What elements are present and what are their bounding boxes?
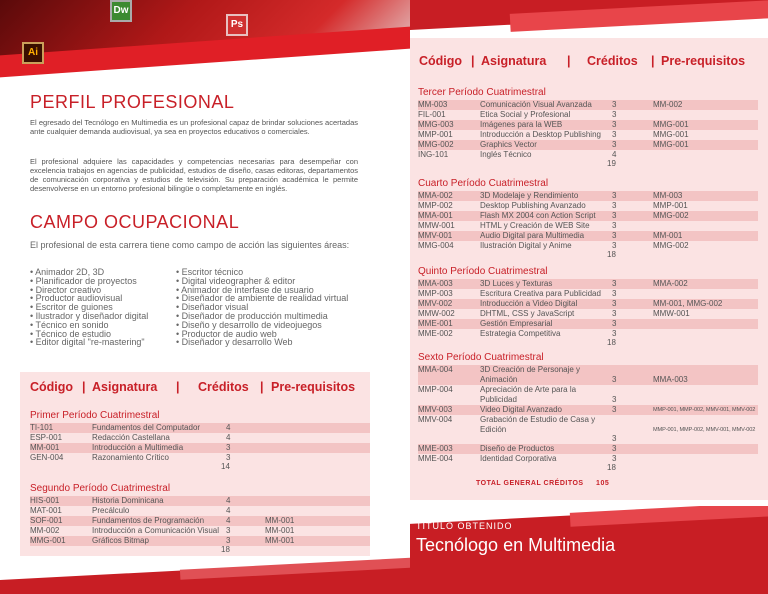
cell-code: MMA-004	[418, 365, 453, 374]
cell-subject: Ilustración Digital y Anime	[480, 241, 572, 250]
skill-item: • Animador 2D, 3D	[30, 268, 148, 277]
cell-code: HIS-001	[30, 496, 60, 505]
cell-code: ESP-001	[30, 433, 63, 442]
table-row	[418, 140, 758, 150]
cell-code: MMW-001	[418, 221, 455, 230]
cell-code: MMG-001	[30, 536, 66, 545]
cell-subject: Razonamiento Crítico	[92, 453, 169, 462]
table-row	[418, 319, 758, 329]
table-row	[30, 516, 370, 526]
cell-code: MAT-001	[30, 506, 62, 515]
cell-credits: 3	[612, 221, 617, 230]
cell-subject: Gráficos Bitmap	[92, 536, 149, 545]
cell-prereq: MMG-002	[653, 211, 689, 220]
cell-subject: 3D Luces y Texturas	[480, 279, 553, 288]
cell-code: MMP-002	[418, 201, 453, 210]
cell-credits: 4	[612, 150, 617, 159]
cell-subject: Graphics Vector	[480, 140, 537, 149]
period-title: Cuarto Período Cuatrimestral	[418, 178, 549, 189]
header-credits: Créditos	[587, 54, 638, 68]
table-row	[418, 231, 758, 241]
perfil-paragraph-2: El profesional adquiere las capacidades y competencias necesarias para desempeñar con excelencia trabajos en agencias de publicidad, estudios de diseño, casas editoras, departamentos de comunicación corporativa y estudios de televisión. Su preparación académica le permite desenvolverse en un entorno profesional bilingüe o completamente en inglés.	[30, 157, 358, 193]
table-row	[418, 191, 758, 201]
cell-credits: 3	[612, 299, 617, 308]
cell-credits: 3	[612, 309, 617, 318]
cell-credits: 3	[612, 329, 617, 338]
cell-code: MMP-003	[418, 289, 453, 298]
campo-intro: El profesional de esta carrera tiene como campo de acción las siguientes áreas:	[30, 240, 350, 250]
cell-subject: Diseño de Productos	[480, 444, 555, 453]
cell-credits: 3	[612, 454, 617, 463]
header-sep: |	[176, 380, 180, 394]
cell-credits: 3	[612, 279, 617, 288]
cell-credits: 3	[612, 395, 617, 404]
table-row	[30, 526, 370, 536]
perfil-title: PERFIL PROFESIONAL	[30, 92, 235, 112]
cell-credits: 3	[226, 526, 231, 535]
table-row	[418, 150, 758, 160]
cell-code: MMV-004	[418, 415, 453, 424]
table-row	[418, 100, 758, 110]
period-total: 18	[607, 463, 616, 472]
dreamweaver-icon: Dw	[110, 0, 132, 22]
table-row	[30, 453, 370, 463]
cell-subject: Apreciación de Arte para la Publicidad	[480, 385, 577, 404]
cell-credits: 3	[226, 443, 231, 452]
header-prereq: Pre-requisitos	[661, 54, 746, 68]
cell-subject: Inglés Técnico	[480, 150, 532, 159]
skills-list-right	[176, 268, 348, 347]
table-row	[418, 329, 758, 339]
cell-subject: Fundamentos de Programación	[92, 516, 205, 525]
cell-subject: Redacción Castellana	[92, 433, 170, 442]
cell-credits: 3	[612, 191, 617, 200]
header-subject: Asignatura	[92, 380, 158, 394]
period-total: 18	[607, 338, 616, 347]
cell-prereq: MMP-001	[653, 201, 688, 210]
cell-subject: Grabación de Estudio de Casa y Edición	[480, 415, 596, 434]
period-title: Quinto Período Cuatrimestral	[418, 266, 548, 277]
skill-item: • Editor digital "re-mastering"	[30, 338, 148, 347]
cell-prereq: MM-001	[653, 231, 683, 240]
table-row	[418, 385, 758, 405]
skill-item: • Digital videographer & editor	[176, 277, 348, 286]
skill-item: • Director creativo	[30, 286, 148, 295]
period-total: 18	[221, 545, 230, 554]
cell-subject: Identidad Corporativa	[480, 454, 557, 463]
cell-credits: 3	[612, 241, 617, 250]
cell-credits: 4	[226, 496, 231, 505]
table-row	[418, 130, 758, 140]
right-top-banner	[410, 0, 768, 40]
period-title: Sexto Período Cuatrimestral	[418, 352, 544, 363]
cell-code: ING-101	[418, 150, 449, 159]
cell-subject: Audio Digital para Multimedia	[480, 231, 585, 240]
cell-subject: Estrategia Competitiva	[480, 329, 561, 338]
cell-code: MMP-001	[418, 130, 453, 139]
cell-credits: 4	[226, 433, 231, 442]
cell-code: MMA-002	[418, 191, 453, 200]
top-banner	[0, 0, 410, 82]
cell-code: MME-003	[418, 444, 453, 453]
skill-item: • Diseñador y desarrollo Web	[176, 338, 348, 347]
cell-prereq: MMA-002	[653, 279, 688, 288]
cell-credits: 4	[226, 516, 231, 525]
skill-item: • Diseño y desarrollo de videojuegos	[176, 321, 348, 330]
cell-credits: 4	[226, 423, 231, 432]
skill-item: • Técnico de estudio	[30, 330, 148, 339]
cell-subject: Precálculo	[92, 506, 130, 515]
grand-total	[476, 480, 609, 487]
perfil-paragraph-1: El egresado del Tecnólogo en Multimedia es un profesional capaz de brindar soluciones acertadas ante cualquier demanda audiovisual, ya sea en proyectos educativos o comerciales.	[30, 118, 358, 136]
cell-credits: 3	[612, 444, 617, 453]
cell-subject: Comunicación Visual Avanzada	[480, 100, 592, 109]
cell-code: MMW-002	[418, 309, 455, 318]
cell-credits: 3	[612, 201, 617, 210]
table-row	[418, 299, 758, 309]
table-row	[418, 110, 758, 120]
cell-code: MMA-001	[418, 211, 453, 220]
table-row	[418, 279, 758, 289]
illustrator-icon: Ai	[22, 42, 44, 64]
cell-subject: Introducción a Multimedia	[92, 443, 184, 452]
table-row	[418, 120, 758, 130]
table-row	[418, 415, 758, 444]
table-row	[418, 241, 758, 251]
skill-item: • Escritor técnico	[176, 268, 348, 277]
cell-subject: Introducción a Video Digital	[480, 299, 578, 308]
cell-credits: 3	[612, 231, 617, 240]
cell-subject: HTML y Creación de WEB Site	[480, 221, 590, 230]
cell-prereq: MM-001	[265, 536, 295, 545]
cell-code: MM-002	[30, 526, 60, 535]
table-row	[30, 506, 370, 516]
table-row	[30, 536, 370, 546]
cell-prereq: MM-001	[265, 516, 295, 525]
cell-code: MMP-004	[418, 385, 453, 394]
degree-name: Tecnólogo en Multimedia	[416, 535, 616, 555]
cell-credits: 3	[226, 536, 231, 545]
cell-code: SOF-001	[30, 516, 63, 525]
cell-subject: Introducción a Comunicación Visual	[92, 526, 220, 535]
cell-credits: 3	[612, 405, 617, 414]
cell-prereq: MMG-001	[653, 130, 689, 139]
period-title: Segundo Período Cuatrimestral	[30, 483, 171, 494]
cell-code: GEN-004	[30, 453, 64, 462]
header-code: Código	[30, 380, 74, 394]
cell-prereq: MMW-001	[653, 309, 690, 318]
photoshop-icon: Ps	[226, 14, 248, 36]
table-row	[418, 309, 758, 319]
cell-credits: 3	[226, 453, 231, 462]
table-row	[418, 289, 758, 299]
campo-title: CAMPO OCUPACIONAL	[30, 212, 240, 232]
cell-prereq: MMG-001	[653, 120, 689, 129]
cell-code: MMG-004	[418, 241, 454, 250]
cell-code: MME-002	[418, 329, 453, 338]
table-row	[30, 423, 370, 433]
skill-item: • Animador de interfase de usuario	[176, 286, 348, 295]
table-row	[418, 211, 758, 221]
cell-code: MMV-001	[418, 231, 453, 240]
cell-code: MMA-003	[418, 279, 453, 288]
cell-prereq: MMG-001	[653, 140, 689, 149]
cell-code: MMV-002	[418, 299, 453, 308]
cell-credits: 4	[226, 506, 231, 515]
cell-credits: 3	[612, 434, 617, 443]
cell-code: MMG-003	[418, 120, 454, 129]
cell-subject: Historia Dominicana	[92, 496, 164, 505]
cell-credits: 3	[612, 140, 617, 149]
table-row	[418, 405, 758, 415]
table-row	[418, 454, 758, 464]
skill-item: • Productor de audio web	[176, 330, 348, 339]
cell-subject: Imágenes para la WEB	[480, 120, 563, 129]
table-row	[30, 496, 370, 506]
header-prereq: Pre-requisitos	[271, 380, 356, 394]
period-title: Tercer Período Cuatrimestral	[418, 87, 546, 98]
cell-code: MM-003	[418, 100, 448, 109]
cell-prereq: MM-001, MMG-002	[653, 299, 723, 308]
skill-item: • Escritor de guiones	[30, 303, 148, 312]
cell-subject: 3D Modelaje y Rendimiento	[480, 191, 579, 200]
cell-code: MMV-003	[418, 405, 453, 414]
cell-subject: Escritura Creativa para Publicidad	[480, 289, 601, 298]
cell-code: MME-004	[418, 454, 453, 463]
cell-prereq: MM-002	[653, 100, 683, 109]
cell-subject: Desktop Publishing Avanzado	[480, 201, 586, 210]
cell-code: MMG-002	[418, 140, 454, 149]
cell-prereq: MMG-002	[653, 241, 689, 250]
header-sep: |	[260, 380, 264, 394]
period-total: 14	[221, 462, 230, 471]
cell-subject: Fundamentos del Computador	[92, 423, 201, 432]
header-sep: |	[567, 54, 571, 68]
table-row	[418, 365, 758, 385]
header-sep: |	[82, 380, 86, 394]
table-row	[418, 444, 758, 454]
table-row	[30, 433, 370, 443]
skill-item: • Diseñador de producción multimedia	[176, 312, 348, 321]
skill-item: • Productor audiovisual	[30, 294, 148, 303]
skill-item: • Planificador de proyectos	[30, 277, 148, 286]
cell-credits: 3	[612, 319, 617, 328]
cell-code: FIL-001	[418, 110, 446, 119]
header-credits: Créditos	[198, 380, 249, 394]
period-total: 18	[607, 250, 616, 259]
cell-credits: 3	[612, 130, 617, 139]
cell-subject: 3D Creación de Personaje y Animación	[480, 365, 581, 384]
header-sep: |	[651, 54, 655, 68]
cell-subject: Gestión Empresarial	[480, 319, 553, 328]
cell-subject: Introducción a Desktop Publishing	[480, 130, 601, 139]
cell-subject: Flash MX 2004 con Action Script	[480, 211, 596, 220]
skill-item: • Técnico en sonido	[30, 321, 148, 330]
cell-credits: 3	[612, 211, 617, 220]
degree-label: TÍTULO OBTENIDO	[416, 521, 513, 531]
cell-credits: 3	[612, 375, 617, 384]
skill-item: • Diseñador de ambiente de realidad virtual	[176, 294, 348, 303]
cell-credits: 3	[612, 100, 617, 109]
grand-total-label: TOTAL GENERAL CRÉDITOS	[476, 480, 584, 487]
cell-prereq: MMP-001, MMP-002, MMV-001, MMV-002	[653, 427, 756, 433]
grand-total-value: 105	[596, 480, 610, 487]
cell-subject: DHTML, CSS y JavaScript	[480, 309, 575, 318]
cell-credits: 3	[612, 289, 617, 298]
table-row	[30, 443, 370, 453]
table-row	[418, 221, 758, 231]
cell-credits: 3	[612, 110, 617, 119]
cell-subject: Video Digital Avanzado	[480, 405, 562, 414]
header-code: Código	[419, 54, 463, 68]
cell-prereq: MM-001	[265, 526, 295, 535]
cell-credits: 3	[612, 120, 617, 129]
bottom-left-banner	[0, 555, 410, 594]
cell-code: MME-001	[418, 319, 453, 328]
skill-item: • Ilustrador y diseñador digital	[30, 312, 148, 321]
period-total: 19	[607, 159, 616, 168]
table-row	[418, 201, 758, 211]
skills-list-left	[30, 268, 148, 347]
cell-prereq: MM-003	[653, 191, 683, 200]
header-sep: |	[471, 54, 475, 68]
cell-prereq: MMP-001, MMP-002, MMV-001, MMV-002	[653, 407, 756, 413]
header-subject: Asignatura	[481, 54, 547, 68]
cell-code: TI-101	[30, 423, 54, 432]
period-title: Primer Período Cuatrimestral	[30, 410, 160, 421]
skill-item: • Diseñador visual	[176, 303, 348, 312]
cell-subject: Etica Social y Profesional	[480, 110, 571, 119]
cell-prereq: MMA-003	[653, 375, 688, 384]
cell-code: MM-001	[30, 443, 60, 452]
